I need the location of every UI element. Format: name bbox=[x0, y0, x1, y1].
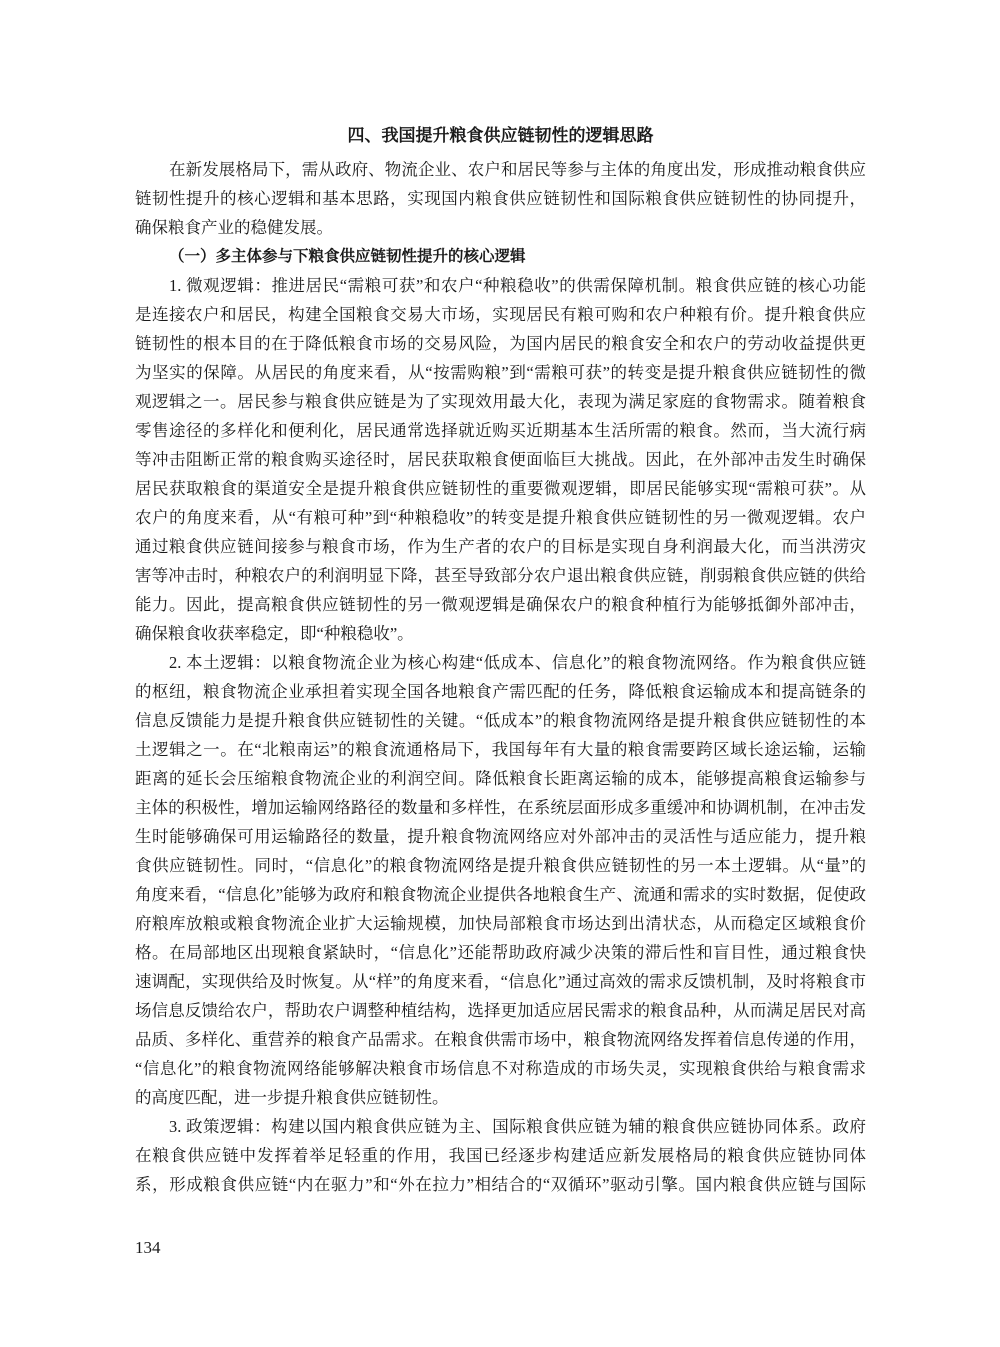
text-line: 3. 政策逻辑：构建以国内粮食供应链为主、国际粮食供应链为辅的粮食供应链协同体系。政府 bbox=[169, 1117, 866, 1136]
subsection-title: （一）多主体参与下粮食供应链韧性提升的核心逻辑 bbox=[169, 248, 526, 265]
document-page bbox=[135, 121, 866, 1199]
text-line: 系，形成粮食供应链“内在驱力”和“外在拉力”相结合的“双循环”驱动引擎。国内粮食供应链与国际 bbox=[135, 1175, 866, 1194]
text-line: 场信息反馈给农户，帮助农户调整种植结构，选择更加适应居民需求的粮食品种，从而满足居民对高 bbox=[135, 1001, 866, 1020]
paragraph-policy-logic bbox=[135, 1112, 866, 1199]
text-line: 零售途径的多样化和便利化，居民通常选择就近购买近期基本生活所需的粮食。然而，当大流行病 bbox=[135, 421, 866, 440]
text-line: 格。在局部地区出现粮食紧缺时，“信息化”还能帮助政府减少决策的滞后性和盲目性，通过粮食快 bbox=[135, 943, 866, 962]
text-line: 链韧性的根本目的在于降低粮食市场的交易风险，为国内居民的粮食安全和农户的劳动收益提供更 bbox=[135, 334, 866, 353]
intro-paragraph bbox=[135, 155, 866, 242]
text-line: 等冲击阻断正常的粮食购买途径时，居民获取粮食便面临巨大挑战。因此，在外部冲击发生时确保 bbox=[135, 450, 866, 469]
text-line: 角度来看，“信息化”能够为政府和粮食物流企业提供各地粮食生产、流通和需求的实时数据，促使政 bbox=[135, 885, 866, 904]
text-line: 是连接农户和居民，构建全国粮食交易大市场，实现居民有粮可购和农户种粮有价。提升粮食供应 bbox=[135, 305, 866, 324]
text-line: 主体的积极性，增加运输网络路径的数量和多样性，在系统层面形成多重缓冲和协调机制，在冲击发 bbox=[135, 798, 866, 817]
text-line: 通过粮食供应链间接参与粮食市场，作为生产者的农户的目标是实现自身利润最大化，而当洪涝灾 bbox=[135, 537, 866, 556]
text-line: 速调配，实现供给及时恢复。从“样”的角度来看，“信息化”通过高效的需求反馈机制，及时将粮食市 bbox=[135, 972, 866, 991]
text-line: 府粮库放粮或粮食物流企业扩大运输规模，加快局部粮食市场达到出清状态，从而稳定区域粮食价 bbox=[135, 914, 866, 933]
text-line: 能力。因此，提高粮食供应链韧性的另一微观逻辑是确保农户的粮食种植行为能够抵御外部冲击， bbox=[135, 595, 866, 614]
text-line: 的高度匹配，进一步提升粮食供应链韧性。 bbox=[135, 1088, 449, 1107]
page-number: 134 bbox=[135, 1238, 161, 1257]
text-line: 信息反馈能力是提升粮食供应链韧性的关键。“低成本”的粮食物流网络是提升粮食供应链韧性的本 bbox=[135, 711, 866, 730]
text-line: 品质、多样化、重营养的粮食产品需求。在粮食供需市场中，粮食物流网络发挥着信息传递的作用， bbox=[135, 1030, 866, 1049]
text-line: 2. 本土逻辑：以粮食物流企业为核心构建“低成本、信息化”的粮食物流网络。作为粮食供应链 bbox=[169, 653, 866, 672]
text-line: 土逻辑之一。在“北粮南运”的粮食流通格局下，我国每年有大量的粮食需要跨区域长途运输，运输 bbox=[135, 740, 866, 759]
text-line: 为坚实的保障。从居民的角度来看，从“按需购粮”到“需粮可获”的转变是提升粮食供应链韧性的微 bbox=[135, 363, 866, 382]
text-line: 生时能够确保可用运输路径的数量，提升粮食物流网络应对外部冲击的灵活性与适应能力，提升粮 bbox=[135, 827, 866, 846]
text-line: 确保粮食收获率稳定，即“种粮稳收”。 bbox=[135, 624, 414, 643]
text-line: 的枢纽，粮食物流企业承担着实现全国各地粮食产需匹配的任务，降低粮食运输成本和提高链条的 bbox=[135, 682, 866, 701]
text-line: 居民获取粮食的渠道安全是提升粮食供应链韧性的重要微观逻辑，即居民能够实现“需粮可获”。从 bbox=[135, 479, 866, 498]
text-line: 在新发展格局下，需从政府、物流企业、农户和居民等参与主体的角度出发，形成推动粮食供应 bbox=[169, 160, 866, 179]
text-line: 农户的角度来看，从“有粮可种”到“种粮稳收”的转变是提升粮食供应链韧性的另一微观逻辑。农户 bbox=[135, 508, 866, 527]
text-line: 观逻辑之一。居民参与粮食供应链是为了实现效用最大化，表现为满足家庭的食物需求。随着粮食 bbox=[135, 392, 866, 411]
paragraph-micro-logic bbox=[135, 271, 866, 648]
text-line: 在粮食供应链中发挥着举足轻重的作用，我国已经逐步构建适应新发展格局的粮食供应链协同体 bbox=[135, 1146, 866, 1165]
text-line: 食供应链韧性。同时，“信息化”的粮食物流网络是提升粮食供应链韧性的另一本土逻辑。从“量”的 bbox=[135, 856, 866, 875]
section-title: 四、我国提升粮食供应链韧性的逻辑思路 bbox=[347, 126, 654, 145]
text-line: “信息化”的粮食物流网络能够解决粮食市场信息不对称造成的市场失灵，实现粮食供给与粮食需求 bbox=[135, 1059, 866, 1078]
text-line: 距离的延长会压缩粮食物流企业的利润空间。降低粮食长距离运输的成本，能够提高粮食运输参与 bbox=[135, 769, 866, 788]
text-line: 确保粮食产业的稳健发展。 bbox=[135, 218, 333, 237]
text-line: 1. 微观逻辑：推进居民“需粮可获”和农户“种粮稳收”的供需保障机制。粮食供应链的核心功能 bbox=[169, 276, 866, 295]
text-line: 链韧性提升的核心逻辑和基本思路，实现国内粮食供应链韧性和国际粮食供应链韧性的协同提升， bbox=[135, 189, 866, 208]
paragraph-local-logic bbox=[135, 648, 866, 1112]
text-line: 害等冲击时，种粮农户的利润明显下降，甚至导致部分农户退出粮食供应链，削弱粮食供应链的供给 bbox=[135, 566, 866, 585]
